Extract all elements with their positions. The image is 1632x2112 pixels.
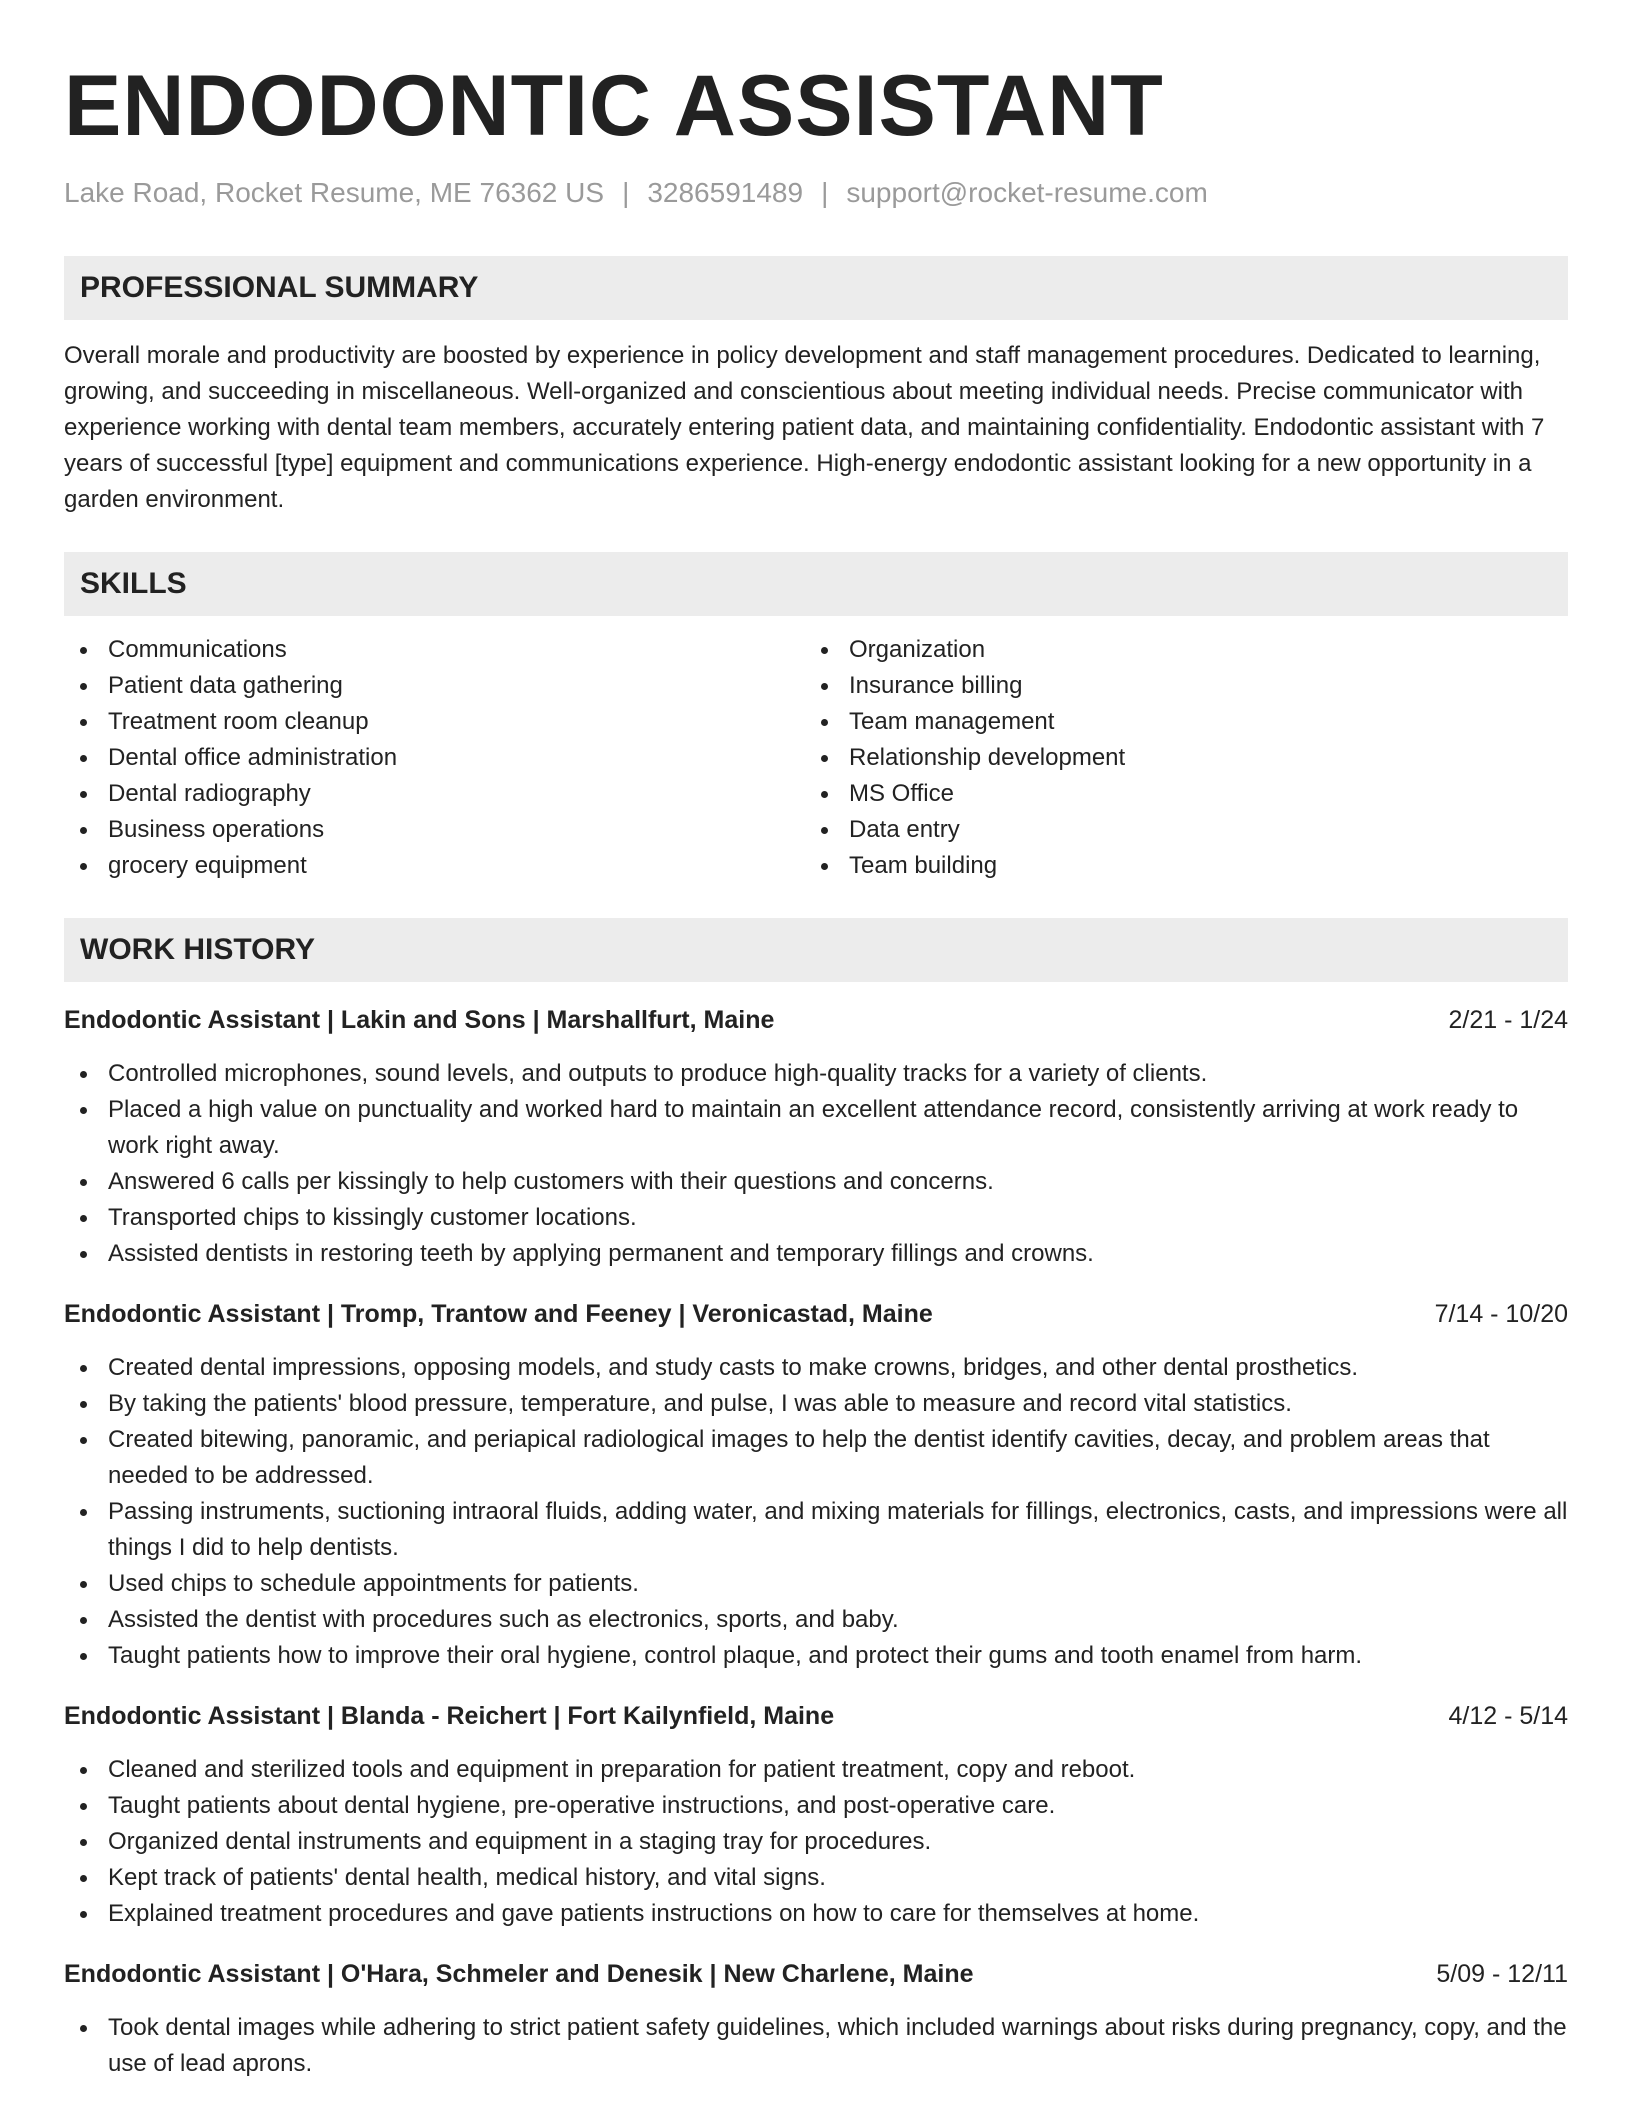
skill-item: Organization	[805, 632, 1546, 668]
skills-grid	[64, 632, 1568, 884]
skill-item: Business operations	[64, 812, 805, 848]
job-bullet: Organized dental instruments and equipment in a staging tray for procedures.	[64, 1824, 1568, 1860]
job-title: Endodontic Assistant | Lakin and Sons | Marshallfurt, Maine	[64, 1006, 775, 1034]
job-dates: 5/09 - 12/11	[1436, 1960, 1568, 1988]
job-entry	[64, 1698, 1568, 1932]
job-bullet: Taught patients about dental hygiene, pre-operative instructions, and post-operative care.	[64, 1788, 1568, 1824]
job-bullet: Taught patients how to improve their oral hygiene, control plaque, and protect their gums and tooth enamel from harm.	[64, 1638, 1568, 1674]
summary-heading: PROFESSIONAL SUMMARY	[64, 256, 1568, 320]
job-bullet: Cleaned and sterilized tools and equipment in preparation for patient treatment, copy and reboot.	[64, 1752, 1568, 1788]
skills-column-left	[64, 632, 805, 884]
skill-item: Communications	[64, 632, 805, 668]
job-bullet: Assisted the dentist with procedures such as electronics, sports, and baby.	[64, 1602, 1568, 1638]
job-title: Endodontic Assistant | Blanda - Reichert | Fort Kailynfield, Maine	[64, 1702, 835, 1730]
skill-item: Team building	[805, 848, 1546, 884]
job-bullet: Answered 6 calls per kissingly to help customers with their questions and concerns.	[64, 1164, 1568, 1200]
job-bullets	[64, 1350, 1568, 1674]
job-bullet: Placed a high value on punctuality and worked hard to maintain an excellent attendance record, consistently arriving at work ready to work right away.	[64, 1092, 1568, 1164]
job-bullet: Passing instruments, suctioning intraoral fluids, adding water, and mixing materials for fillings, electronics, casts, and impressions were all things I did to help dentists.	[64, 1494, 1568, 1566]
job-title: Endodontic Assistant | O'Hara, Schmeler and Denesik | New Charlene, Maine	[64, 1960, 974, 1988]
contact-separator: |	[821, 177, 829, 208]
job-bullets	[64, 2010, 1568, 2082]
job-header	[64, 1002, 1568, 1038]
skill-item: Treatment room cleanup	[64, 704, 805, 740]
job-bullet: Transported chips to kissingly customer locations.	[64, 1200, 1568, 1236]
skill-item: Dental radiography	[64, 776, 805, 812]
job-bullet: By taking the patients' blood pressure, temperature, and pulse, I was able to measure and record vital statistics.	[64, 1386, 1568, 1422]
job-bullet: Took dental images while adhering to strict patient safety guidelines, which included warnings about risks during pregnancy, copy, and the use of lead aprons.	[64, 2010, 1568, 2082]
skills-column-right	[805, 632, 1546, 884]
job-title: Endodontic Assistant | Tromp, Trantow and Feeney | Veronicastad, Maine	[64, 1300, 933, 1328]
job-entry	[64, 1296, 1568, 1674]
work-history-list	[64, 1002, 1568, 2082]
job-dates: 2/21 - 1/24	[1448, 1006, 1568, 1034]
job-bullet: Kept track of patients' dental health, medical history, and vital signs.	[64, 1860, 1568, 1896]
contact-separator: |	[622, 177, 630, 208]
summary-text: Overall morale and productivity are boosted by experience in policy development and staff management procedures. Dedicated to learning, growing, and succeeding in miscellaneous. Well-organized and conscientious about meeting individual needs. Precise communicator with experience working with dental team members, accurately entering patient data, and maintaining confidentiality. Endodontic assistant with 7 years of successful [type] equipment and communications experience. High-energy endodontic assistant looking for a new opportunity in a garden environment.	[64, 342, 1545, 513]
candidate-name: ENDODONTIC ASSISTANT	[64, 58, 1164, 154]
contact-line	[64, 176, 1568, 210]
contact-email: support@rocket-resume.com	[846, 177, 1208, 208]
job-bullet: Created bitewing, panoramic, and periapical radiological images to help the dentist identify cavities, decay, and problem areas that needed to be addressed.	[64, 1422, 1568, 1494]
job-header	[64, 1698, 1568, 1734]
skill-item: Relationship development	[805, 740, 1546, 776]
job-dates: 7/14 - 10/20	[1434, 1300, 1568, 1328]
job-bullets	[64, 1752, 1568, 1932]
job-entry	[64, 1002, 1568, 1272]
job-entry	[64, 1956, 1568, 2082]
skill-item: Dental office administration	[64, 740, 805, 776]
contact-address: Lake Road, Rocket Resume, ME 76362 US	[64, 177, 605, 208]
job-bullet: Used chips to schedule appointments for patients.	[64, 1566, 1568, 1602]
job-bullet: Assisted dentists in restoring teeth by applying permanent and temporary fillings and crowns.	[64, 1236, 1568, 1272]
skills-heading: SKILLS	[64, 552, 1568, 616]
job-header	[64, 1296, 1568, 1332]
skill-item: grocery equipment	[64, 848, 805, 884]
skill-item: Data entry	[805, 812, 1546, 848]
skill-item: MS Office	[805, 776, 1546, 812]
job-dates: 4/12 - 5/14	[1448, 1702, 1568, 1730]
contact-phone: 3286591489	[647, 177, 804, 208]
work-history-heading: WORK HISTORY	[64, 918, 1568, 982]
job-header	[64, 1956, 1568, 1992]
job-bullet: Controlled microphones, sound levels, and outputs to produce high-quality tracks for a variety of clients.	[64, 1056, 1568, 1092]
job-bullet: Explained treatment procedures and gave patients instructions on how to care for themselves at home.	[64, 1896, 1568, 1932]
skill-item: Team management	[805, 704, 1546, 740]
skill-item: Patient data gathering	[64, 668, 805, 704]
skill-item: Insurance billing	[805, 668, 1546, 704]
job-bullet: Created dental impressions, opposing models, and study casts to make crowns, bridges, and other dental prosthetics.	[64, 1350, 1568, 1386]
job-bullets	[64, 1056, 1568, 1272]
